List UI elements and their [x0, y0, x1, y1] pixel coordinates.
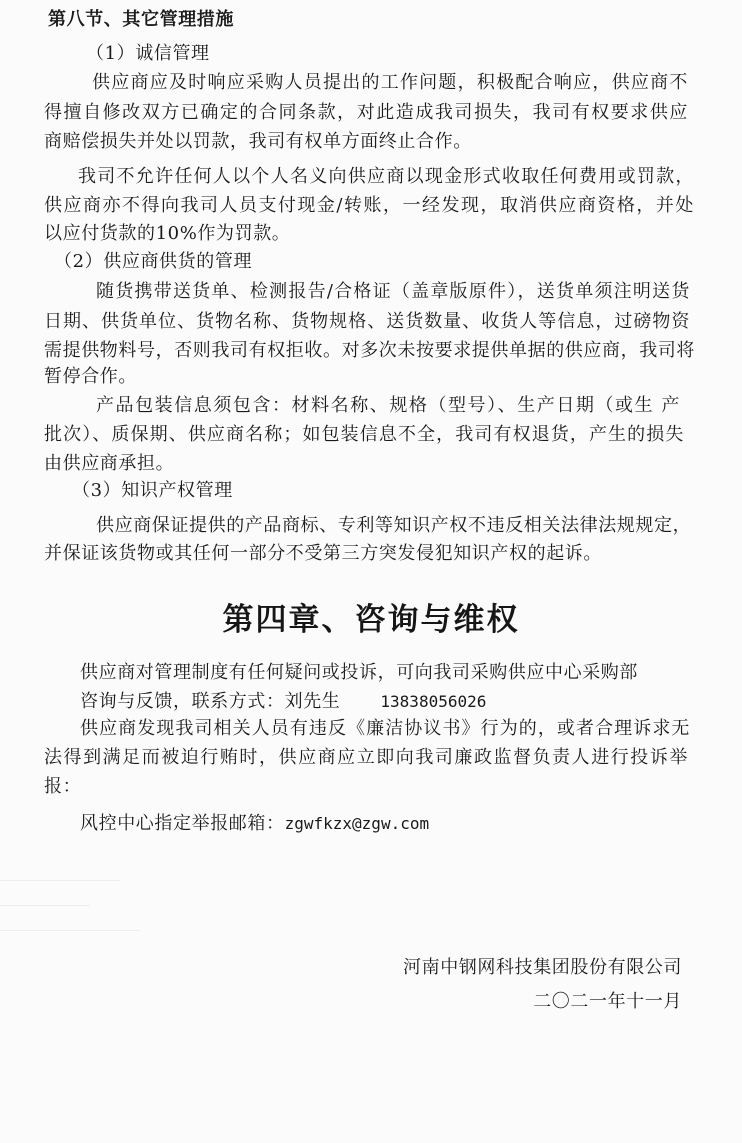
paragraph-line: 产品包装信息须包含：材料名称、规格（型号）、生产日期（或生 产 — [96, 395, 680, 416]
scan-artifact — [0, 905, 90, 906]
contact-phone: 13838056026 — [380, 692, 487, 711]
paragraph-line: 供应商保证提供的产品商标、专利等知识产权不违反相关法律法规规定， — [96, 515, 692, 536]
scan-artifact — [0, 930, 140, 931]
paragraph-line: 供应商应及时响应采购人员提出的工作问题，积极配合响应，供应商不 — [92, 72, 688, 93]
paragraph-line: 由供应商承担。 — [44, 453, 175, 474]
document-date: 二〇二一年十一月 — [533, 991, 682, 1012]
paragraph-line: 并保证该货物或其任何一部分不受第三方突发侵犯知识产权的起诉。 — [44, 543, 602, 564]
paragraph-line: 随货携带送货单、检测报告/合格证（盖章版原件），送货单须注明送货 — [96, 281, 690, 302]
paragraph-line: 需提供物料号，否则我司有权拒收。对多次未按要求提供单据的供应商，我司将 — [44, 340, 695, 361]
paragraph-line: 得擅自修改双方已确定的合同条款，对此造成我司损失，我司有权要求供应 — [44, 102, 688, 123]
paragraph-line: 供应商发现我司相关人员有违反《廉洁协议书》行为的，或者合理诉求无 — [80, 718, 690, 739]
subsection-heading-supply: （2）供应商供货的管理 — [54, 251, 253, 272]
section-title: 第八节、其它管理措施 — [48, 9, 234, 30]
chapter-title: 第四章、咨询与维权 — [222, 602, 520, 638]
paragraph-line: 批次）、质保期、供应商名称；如包装信息不全，我司有权退货，产生的损失 — [44, 424, 684, 445]
paragraph-line: 报： — [44, 776, 82, 797]
paragraph-line: 供应商对管理制度有任何疑问或投诉，可向我司采购供应中心采购部 — [80, 662, 638, 683]
paragraph-line: 供应商亦不得向我司人员支付现金/转账，一经发现，取消供应商资格，并处 — [44, 195, 694, 216]
subsection-heading-ip: （3）知识产权管理 — [72, 480, 233, 501]
paragraph-line: 商赔偿损失并处以罚款，我司有权单方面终止合作。 — [44, 131, 472, 152]
email-line — [80, 812, 429, 836]
company-name: 河南中钢网科技集团股份有限公司 — [403, 957, 682, 978]
paragraph-line: 法得到满足而被迫行贿时，供应商应立即向我司廉政监督负责人进行投诉举 — [44, 747, 688, 768]
email-label: 风控中心指定举报邮箱： — [80, 813, 285, 834]
subsection-heading-integrity: （1）诚信管理 — [86, 43, 210, 64]
report-email: zgwfkzx@zgw.com — [284, 814, 430, 833]
contact-line — [80, 690, 486, 714]
contact-label: 咨询与反馈，联系方式：刘先生 — [80, 691, 341, 712]
scan-artifact — [0, 880, 120, 881]
paragraph-line: 我司不允许任何人以个人名义向供应商以现金形式收取任何费用或罚款， — [78, 166, 694, 187]
paragraph-line: 暂停合作。 — [44, 366, 137, 387]
paragraph-line: 以应付货款的10%作为罚款。 — [44, 223, 291, 244]
paragraph-line: 日期、供货单位、货物名称、货物规格、送货数量、收货人等信息，过磅物资 — [44, 311, 690, 332]
